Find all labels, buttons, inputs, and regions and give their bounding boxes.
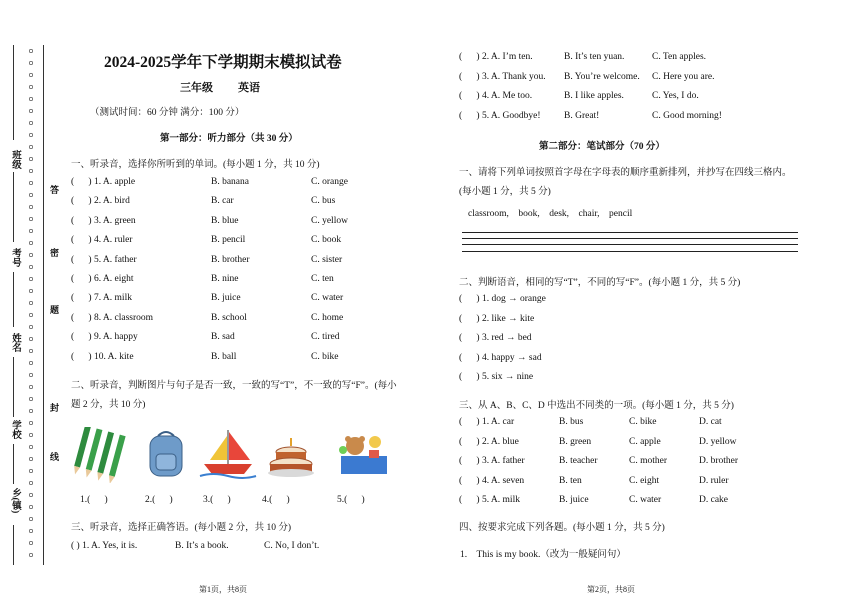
- w3-option-d: D. cat: [699, 417, 722, 427]
- q1-item-8: ( ) 8. A. classroom: [71, 312, 154, 323]
- writing-line-4[interactable]: [462, 251, 798, 252]
- w3-option-d: D. brother: [699, 456, 739, 467]
- q3-item-1-b: B. It’s a book.: [175, 541, 229, 551]
- q3-item-3: ( ) 3. A. Thank you.: [459, 71, 546, 82]
- q2-answer-4: 4.( ): [262, 495, 290, 505]
- q1-option-b: B. school: [211, 312, 247, 323]
- q3-item-5: ( ) 5. A. Goodbye!: [459, 110, 541, 121]
- w3-title: 三、从 A、B、C、D 中选出不同类的一项。(每小题 1 分，共 5 分): [459, 401, 734, 411]
- w1-title-cont: (每小题 1 分，共 5 分): [459, 187, 551, 197]
- part2-heading: 第二部分：笔试部分（70 分）: [539, 142, 665, 152]
- page-footer-right: 第2页，共8页: [587, 585, 635, 594]
- w3-item-3: ( ) 3. A. father: [459, 456, 525, 467]
- q3-option-c: C. Yes, I do.: [652, 91, 699, 102]
- q1-option-b: B. car: [211, 196, 234, 207]
- q1-item-7: ( ) 7. A. milk: [71, 293, 132, 304]
- w3-option-c: C. bike: [629, 417, 657, 427]
- q1-option-b: B. brother: [211, 254, 250, 265]
- school-label: 学校: [10, 420, 20, 439]
- w3-option-c: C. eight: [629, 475, 660, 486]
- w3-item-1: ( ) 1. A. car: [459, 417, 515, 427]
- q3-option-b: B. It’s ten yuan.: [564, 52, 625, 62]
- q1-option-b: B. banana: [211, 177, 249, 187]
- q1-item-9: ( ) 9. A. happy: [71, 332, 138, 343]
- writing-line-3[interactable]: [462, 244, 798, 245]
- town-field[interactable]: [13, 525, 14, 565]
- schoolbag-picture: [144, 428, 188, 478]
- name-field[interactable]: [13, 357, 14, 417]
- q2-answer-5: 5.( ): [337, 495, 365, 505]
- subject-label: 英语: [238, 82, 260, 94]
- q1-item-2: ( ) 2. A. bird: [71, 196, 130, 207]
- q1-item-5: ( ) 5. A. father: [71, 254, 137, 265]
- q1-option-c: C. yellow: [311, 215, 348, 226]
- q1-item-10: ( ) 10. A. kite: [71, 351, 134, 362]
- q2-title: 二、听录音，判断图片与句子是否一致，一致的写“T”，不一致的写“F”。(每小: [71, 381, 397, 391]
- q1-option-b: B. nine: [211, 274, 239, 284]
- cake-picture: [266, 436, 316, 478]
- q1-item-6: ( ) 6. A. eight: [71, 274, 134, 284]
- binding-dotted-line: [28, 45, 34, 565]
- part1-heading: 第一部分：听力部分（共 30 分）: [160, 134, 298, 144]
- binding-mark: 题: [49, 305, 59, 314]
- w2-item-5: ( ) 5. six → nine: [459, 372, 534, 382]
- w2-item-3: ( ) 3. red → bed: [459, 333, 532, 343]
- q1-option-c: C. ten: [311, 274, 334, 284]
- binding-blank: [13, 45, 14, 140]
- q1-title: 一、听录音，选择你所听到的单词。(每小题 1 分，共 10 分): [71, 160, 320, 170]
- q1-item-1: ( ) 1. A. apple: [71, 177, 136, 187]
- exam-number-field[interactable]: [13, 272, 14, 327]
- w3-item-5: ( ) 5. A. milk: [459, 495, 520, 506]
- w3-option-c: C. apple: [629, 436, 661, 447]
- w3-option-d: D. cake: [699, 495, 729, 506]
- q1-option-b: B. blue: [211, 215, 239, 226]
- w3-option-b: B. teacher: [559, 456, 598, 467]
- name-label: 姓名: [10, 333, 20, 352]
- school-field[interactable]: [13, 444, 14, 484]
- toys-picture: [335, 430, 391, 478]
- w3-option-d: D. yellow: [699, 436, 737, 447]
- w2-item-1: ( ) 1. dog → orange: [459, 294, 546, 304]
- w2-title: 二、判断语音，相同的写“T”，不同的写“F”。(每小题 1 分，共 5 分): [459, 278, 741, 288]
- w2-item-4: ( ) 4. happy → sad: [459, 352, 542, 363]
- exam-title: 2024-2025学年下学期期末模拟试卷: [104, 54, 342, 71]
- writing-line-1[interactable]: [462, 232, 798, 233]
- w3-option-c: C. water: [629, 495, 662, 506]
- w1-title: 一、请将下列单词按照首字母在字母表的顺序重新排列，并抄写在四线三格内。: [459, 168, 792, 178]
- w3-option-b: B. ten: [559, 475, 582, 486]
- w3-option-c: C. mother: [629, 456, 667, 467]
- w3-option-b: B. bus: [559, 417, 584, 427]
- q1-option-c: C. book: [311, 235, 342, 246]
- binding-mark: 密: [49, 248, 59, 257]
- page-footer-left: 第1页，共8页: [199, 585, 247, 594]
- q2-answer-1: 1.( ): [80, 495, 108, 505]
- binding-mark: 封: [49, 403, 59, 412]
- q1-option-c: C. water: [311, 293, 344, 304]
- grade-label: 三年级: [180, 82, 213, 94]
- w3-option-b: B. juice: [559, 495, 589, 506]
- q1-option-c: C. bus: [311, 196, 336, 207]
- w4-title: 四、按要求完成下列各题。(每小题 1 分，共 5 分): [459, 523, 665, 533]
- boat-picture: [198, 426, 258, 480]
- q3-title: 三、听录音，选择正确答语。(每小题 2 分，共 10 分): [71, 523, 292, 533]
- q3-item-1-c: C. No, I don’t.: [264, 541, 320, 551]
- writing-line-2[interactable]: [462, 238, 798, 239]
- binding-mark: 答: [49, 185, 59, 194]
- binding-line: [43, 45, 44, 565]
- q1-option-b: B. pencil: [211, 235, 246, 246]
- w3-option-b: B. green: [559, 436, 592, 447]
- w3-item-2: ( ) 2. A. blue: [459, 436, 519, 447]
- q3-option-b: B. You’re welcome.: [564, 71, 640, 82]
- binding-mark: 线: [49, 452, 59, 461]
- q3-option-b: B. I like apples.: [564, 91, 624, 102]
- q3-item-1: ( ) 1. A. Yes, it is.: [71, 541, 138, 551]
- exam-info: （测试时间：60 分钟 满分：100 分）: [90, 108, 245, 118]
- q1-option-b: B. sad: [211, 332, 235, 343]
- q1-item-4: ( ) 4. A. ruler: [71, 235, 133, 246]
- q3-option-b: B. Great!: [564, 110, 600, 121]
- w1-word-list: classroom, book, desk, chair, pencil: [468, 209, 633, 219]
- town-label: 乡(镇): [10, 488, 20, 514]
- exam-number-label: 考号: [10, 248, 20, 267]
- q1-item-3: ( ) 3. A. green: [71, 215, 136, 226]
- q2-title-cont: 题 2 分，共 10 分): [71, 400, 146, 410]
- q1-option-c: C. tired: [311, 332, 340, 343]
- w2-item-2: ( ) 2. like → kite: [459, 313, 535, 324]
- class-label: 班级: [10, 150, 20, 169]
- q2-answer-3: 3.( ): [203, 495, 231, 505]
- q1-option-c: C. bike: [311, 351, 339, 362]
- w3-option-d: D. ruler: [699, 475, 729, 486]
- q3-option-c: C. Here you are.: [652, 71, 715, 82]
- class-field[interactable]: [13, 172, 14, 242]
- w3-item-4: ( ) 4. A. seven: [459, 475, 525, 486]
- w4-item-1: 1. This is my book.（改为一般疑问句）: [460, 550, 626, 560]
- q3-option-c: C. Ten apples.: [652, 52, 707, 62]
- q3-item-2: ( ) 2. A. I’m ten.: [459, 52, 533, 62]
- q2-answer-2: 2.( ): [145, 495, 173, 505]
- q1-option-c: C. home: [311, 312, 344, 323]
- q3-item-4: ( ) 4. A. Me too.: [459, 91, 533, 102]
- q1-option-c: C. sister: [311, 254, 343, 265]
- q3-option-c: C. Good morning!: [652, 110, 722, 121]
- pencils-picture: [70, 427, 136, 483]
- q1-option-c: C. orange: [311, 177, 348, 187]
- q1-option-b: B. juice: [211, 293, 241, 304]
- q1-option-b: B. ball: [211, 351, 237, 362]
